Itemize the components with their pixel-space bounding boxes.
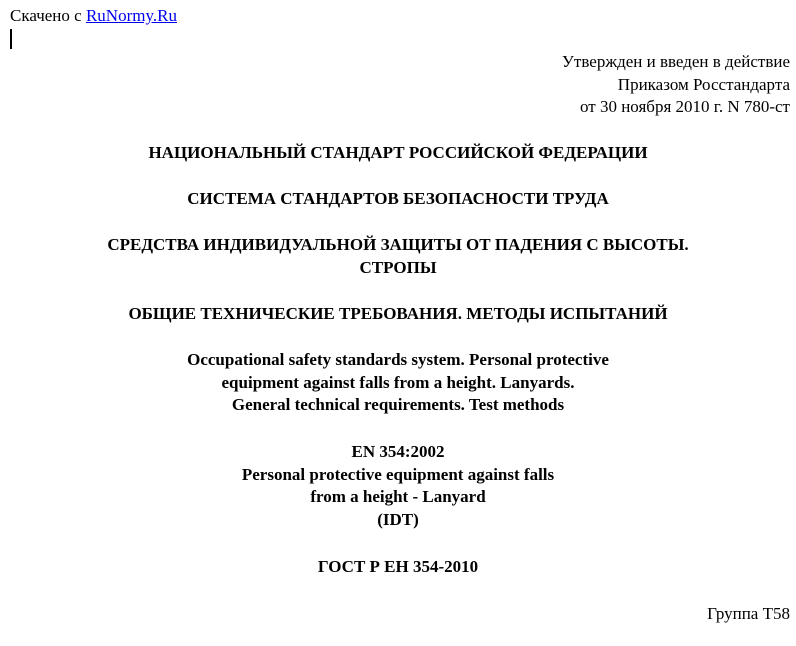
source-link[interactable]: RuNormy.Ru: [85, 6, 177, 25]
requirements-heading: [0, 303, 796, 326]
designation-block: [0, 556, 796, 579]
european-standard-code: EN 354:2002: [351, 442, 445, 461]
source-line: [10, 6, 177, 26]
system-heading: [0, 188, 796, 211]
approval-line-2: Приказом Росстандарта: [617, 74, 790, 94]
approval-block: [562, 51, 790, 119]
national-standard-heading: [0, 142, 796, 165]
text-cursor: [10, 29, 12, 49]
subject-title-line-2: СТРОПЫ: [359, 257, 437, 277]
equivalence-marker: (IDT): [377, 509, 419, 529]
approval-line-1: Утвержден и введен в действие: [561, 52, 790, 71]
subject-title-line-1: СРЕДСТВА ИНДИВИДУАЛЬНОЙ ЗАЩИТЫ ОТ ПАДЕНИЯ С ВЫСОТЫ.: [107, 235, 689, 254]
english-title-line-1: Occupational safety standards system. Personal protective: [187, 350, 609, 369]
national-standard-title: НАЦИОНАЛЬНЫЙ СТАНДАРТ РОССИЙСКОЙ ФЕДЕРАЦИИ: [148, 143, 648, 162]
standard-designation: ГОСТ Р ЕН 354-2010: [317, 557, 479, 576]
european-standard-title-line-2: from a height - Lanyard: [310, 487, 486, 506]
european-standard-title-line-1: Personal protective equipment against falls: [241, 464, 555, 484]
english-title-block: [0, 349, 796, 417]
requirements-title: ОБЩИЕ ТЕХНИЧЕСКИЕ ТРЕБОВАНИЯ. МЕТОДЫ ИСПЫТАНИЙ: [128, 304, 668, 323]
european-standard-block: [0, 441, 796, 531]
english-title-line-2: equipment against falls from a height. Lanyards.: [221, 372, 575, 392]
approval-line-3: от 30 ноября 2010 г. N 780-ст: [580, 97, 790, 116]
group-label: Группа Т58: [707, 604, 790, 623]
english-title-line-3: General technical requirements. Test methods: [231, 395, 565, 414]
source-prefix: Скачено с: [10, 6, 86, 25]
system-title: СИСТЕМА СТАНДАРТОВ БЕЗОПАСНОСТИ ТРУДА: [187, 189, 609, 208]
subject-heading: [0, 234, 796, 279]
